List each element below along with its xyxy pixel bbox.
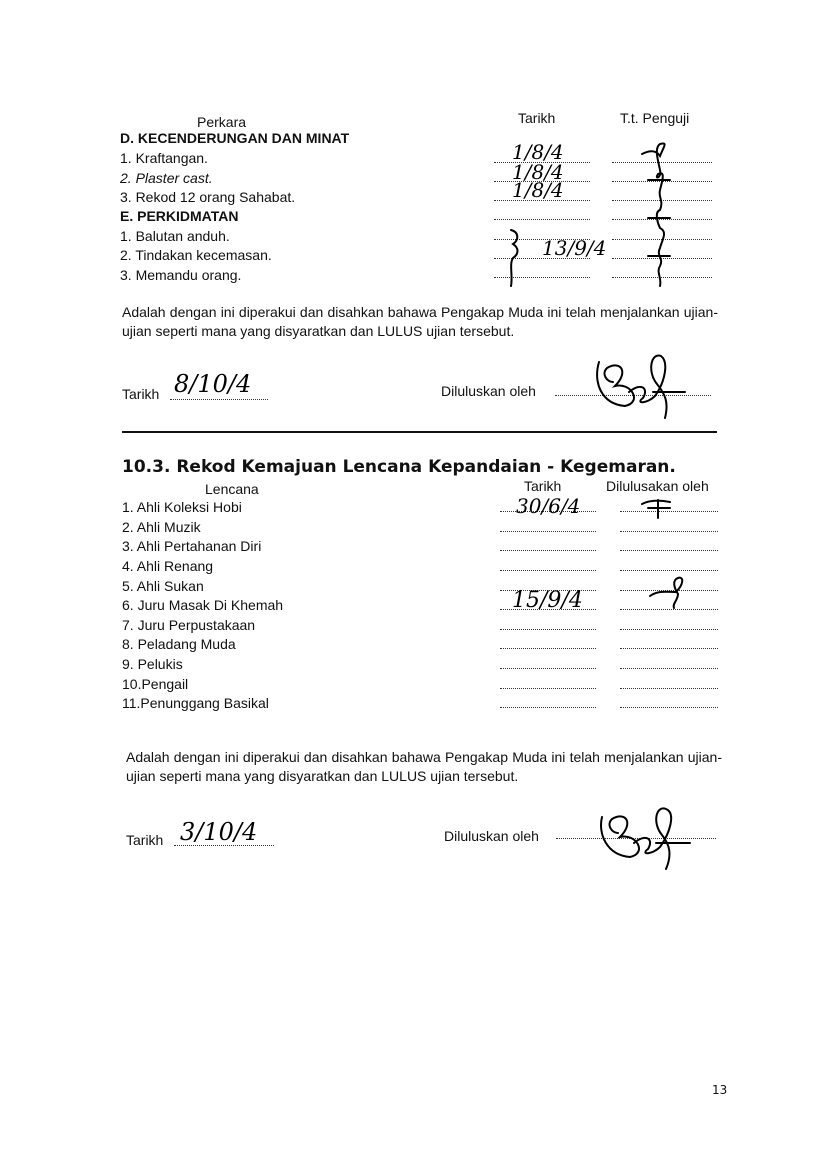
signature-field[interactable] [620, 688, 718, 689]
list-item: 7. Juru Perpustakaan [122, 617, 256, 633]
certification-text: Adalah dengan ini diperakui dan disahkan bahawa Pengakap Muda ini telah menjalankan ujian-ujian seperti mana yang disyaratkan dan LULUS ujian tersebut. [122, 304, 718, 339]
signature-field[interactable] [620, 629, 718, 630]
date-field[interactable] [500, 688, 596, 689]
list-item: 1. Kraftangan. [120, 150, 208, 166]
approver-initial-icon [648, 574, 698, 610]
section-heading-d: D. KECENDERUNGAN DAN MINAT [120, 130, 350, 146]
date-field[interactable] [494, 219, 590, 220]
list-item: 1. Balutan anduh. [120, 228, 230, 244]
list-item: 1. Ahli Koleksi Hobi [122, 499, 242, 515]
date-label: Tarikh [126, 832, 164, 848]
list-item: 4. Ahli Renang [122, 558, 214, 574]
column-header-tarikh: Tarikh [524, 478, 562, 494]
handwritten-date: 13/9/4 [542, 236, 607, 260]
list-item: 9. Pelukis [122, 656, 183, 672]
approved-by-label: Diluluskan oleh [444, 828, 539, 844]
handwritten-date: 1/8/4 [512, 140, 564, 164]
list-item: 3. Ahli Pertahanan Diri [122, 538, 262, 554]
handwritten-date: 8/10/4 [174, 370, 252, 398]
page-number: 13 [712, 1083, 728, 1097]
column-header-lencana: Lencana [205, 481, 259, 497]
date-field[interactable] [500, 648, 596, 649]
section-divider [122, 431, 717, 433]
list-item: 2. Plaster cast. [120, 170, 213, 186]
list-item: 10.Pengail [122, 676, 189, 692]
approver-signature-icon [585, 352, 695, 424]
list-item: 3. Memandu orang. [120, 267, 242, 283]
handwritten-date: 3/10/4 [180, 818, 258, 846]
signature-field[interactable] [620, 648, 718, 649]
date-field[interactable] [500, 629, 596, 630]
signature-field[interactable] [620, 668, 718, 669]
column-header-perkara: Perkara [197, 114, 247, 130]
signature-field[interactable] [620, 550, 718, 551]
approved-by-label: Diluluskan oleh [441, 383, 536, 399]
approver-initial-icon [640, 496, 680, 520]
date-field[interactable] [500, 570, 596, 571]
section-heading-e: E. PERKIDMATAN [120, 208, 239, 224]
date-label: Tarikh [122, 386, 160, 402]
date-field[interactable] [500, 531, 596, 532]
examiner-signature-icon [640, 140, 680, 290]
signature-field[interactable] [620, 707, 718, 708]
handwritten-date: 1/8/4 [512, 160, 564, 184]
list-item: 3. Rekod 12 orang Sahabat. [120, 189, 296, 205]
list-item: 5. Ahli Sukan [122, 578, 204, 594]
handwritten-brace-icon [505, 228, 525, 288]
column-header-dilulusakan: Dilulusakan oleh [606, 478, 709, 494]
date-field[interactable] [500, 668, 596, 669]
handwritten-date: 15/9/4 [512, 588, 583, 613]
signature-field[interactable] [620, 570, 718, 571]
signature-field[interactable] [620, 531, 718, 532]
handwritten-date: 1/8/4 [512, 178, 564, 202]
list-item: 2. Tindakan kecemasan. [120, 247, 272, 263]
list-item: 6. Juru Masak Di Khemah [122, 597, 284, 613]
date-field[interactable] [170, 399, 268, 400]
certification-text: Adalah dengan ini diperakui dan disahkan bahawa Pengakap Muda ini telah menjalankan ujian-ujian seperti mana yang disyaratkan dan LULUS ujian tersebut. [126, 749, 722, 784]
date-field[interactable] [500, 550, 596, 551]
list-item: 11.Penunggang Basikal [122, 695, 269, 711]
section-title: 10.3. Rekod Kemajuan Lencana Kepandaian - Kegemaran. [122, 457, 676, 477]
list-item: 8. Peladang Muda [122, 636, 236, 652]
column-header-penguji: T.t. Penguji [620, 110, 690, 126]
column-header-tarikh: Tarikh [518, 110, 556, 126]
handwritten-date: 30/6/4 [516, 494, 581, 518]
approver-signature-icon [590, 805, 700, 875]
date-field[interactable] [500, 707, 596, 708]
list-item: 2. Ahli Muzik [122, 519, 201, 535]
